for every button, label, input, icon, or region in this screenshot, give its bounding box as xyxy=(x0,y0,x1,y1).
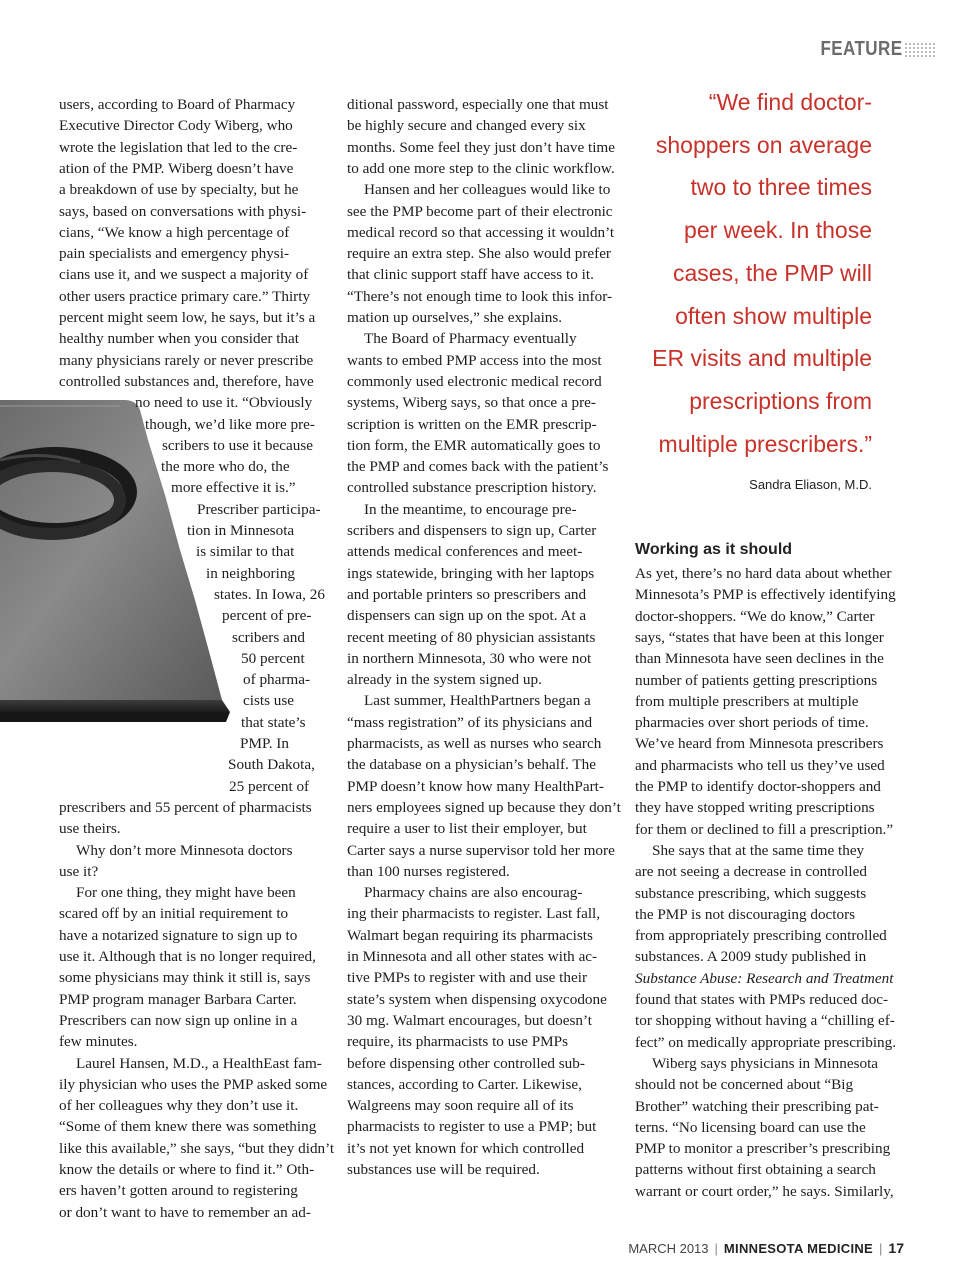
column-3-line: for them or declined to fill a prescription.” xyxy=(635,820,894,838)
column-3-line: should not be concerned about “Big xyxy=(635,1076,854,1094)
column-1-line: controlled substances and, therefore, have xyxy=(59,372,314,390)
column-1-line: Laurel Hansen, M.D., a HealthEast fam- xyxy=(76,1054,322,1072)
column-1-line: know the details or where to find it.” Oth- xyxy=(59,1161,315,1178)
column-1-line: other users practice primary care.” Thirty xyxy=(59,287,311,305)
column-3-line: patterns without first obtaining a search xyxy=(635,1161,876,1179)
column-2-line: commonly used electronic medical record xyxy=(347,372,602,390)
column-2-line: require an extra step. She also would prefer xyxy=(347,245,611,263)
column-2-line: The Board of Pharmacy eventually xyxy=(364,330,577,348)
column-2-line: In the meantime, to encourage pre- xyxy=(364,500,577,518)
column-3-line: fect” on medically appropriate prescribing. xyxy=(635,1033,897,1051)
section-label: FEATURE xyxy=(820,38,902,60)
column-3-line: from appropriately prescribing controlled xyxy=(635,927,887,945)
column-2-line: pharmacists, as well as nurses who search xyxy=(347,735,602,752)
column-3-line: and pharmacists who tell us they’ve used xyxy=(635,756,885,774)
column-1-line: is similar to that xyxy=(196,543,295,561)
column-2-line: scription is written on the EMR prescrip- xyxy=(347,415,597,433)
column-1-line: in neighboring xyxy=(206,564,296,582)
column-2-line: months. Some feel they just don’t have time xyxy=(347,138,615,156)
column-3-line: tor shopping without having a “chilling ef- xyxy=(635,1012,895,1030)
column-3-line: substances. A 2009 study published in xyxy=(635,948,867,966)
column-2-line: Pharmacy chains are also encourag- xyxy=(364,884,583,902)
column-3-line: PMP to monitor a prescriber’s prescribing xyxy=(635,1140,891,1158)
column-1-line: of her colleagues why they don’t use it. xyxy=(59,1097,299,1115)
column-2-line: controlled substance prescription history. xyxy=(347,479,597,497)
column-3-line: than Minnesota have seen declines in the xyxy=(635,650,884,668)
column-3-line: terns. “No licensing board can use the xyxy=(635,1118,866,1136)
column-1-line: prescribers and 55 percent of pharmacists xyxy=(59,798,312,816)
column-2-line: the database on a physician’s behalf. The xyxy=(347,756,596,774)
column-2-line: ditional password, especially one that must xyxy=(347,96,609,113)
column-2-line: than 100 nurses registered. xyxy=(347,862,510,880)
column-2-line: and portable printers so prescribers and xyxy=(347,585,587,603)
column-3-line: are not seeing a decrease in controlled xyxy=(635,863,867,881)
column-1-line: use it. Although that is no longer required, xyxy=(59,948,316,965)
column-1-line: PMP. In xyxy=(240,735,289,752)
column-1-line: South Dakota, xyxy=(228,756,315,774)
column-3-line: they have stopped writing prescriptions xyxy=(635,799,875,817)
column-1-line: no need to use it. “Obviously xyxy=(135,394,313,412)
column-1-line: few minutes. xyxy=(59,1033,138,1051)
column-1-line: states. In Iowa, 26 xyxy=(214,585,325,603)
column-1-line: that state’s xyxy=(241,713,306,731)
header-dot-pattern xyxy=(904,42,936,58)
pull-quote-line: per week. In those xyxy=(684,217,872,244)
column-2-line: require a user to list their employer, but xyxy=(347,820,587,838)
column-1-line: percent of pre- xyxy=(222,607,312,625)
column-2-line: wants to embed PMP access into the most xyxy=(347,351,602,369)
pull-quote-line: “We find doctor- xyxy=(708,89,872,115)
column-3-line: from multiple prescribers at multiple xyxy=(635,692,859,710)
column-3-line: Substance Abuse: Research and Treatment xyxy=(635,969,894,987)
pull-quote-line: two to three times xyxy=(690,174,872,201)
column-2-line: pharmacists to register to use a PMP; but xyxy=(347,1118,597,1136)
column-3-line: warrant or court order,” he says. Similarly, xyxy=(635,1182,894,1200)
column-3-line: the PMP to identify doctor-shoppers and xyxy=(635,778,881,795)
column-2-line: before dispensing other controlled sub- xyxy=(347,1054,585,1072)
column-1-line: some physicians may think it still is, says xyxy=(59,969,311,987)
column-2-line: medical record so that accessing it wouldn’t xyxy=(347,223,615,241)
column-2-line: see the PMP become part of their electronic xyxy=(347,202,613,220)
column-2-line: the PMP and comes back with the patient’s xyxy=(347,458,609,476)
column-1-line: cians, “We know a high percentage of xyxy=(59,223,290,241)
pull-quote-line: often show multiple xyxy=(675,302,872,329)
column-1-line: users, according to Board of Pharmacy xyxy=(59,96,296,113)
footer-publication: MINNESOTA MEDICINE xyxy=(723,1241,874,1256)
column-2-line: to add one more step to the clinic workflow. xyxy=(347,159,615,177)
column-1-line: tion in Minnesota xyxy=(187,522,295,539)
column-2-line: in northern Minnesota, 30 who were not xyxy=(347,649,592,667)
column-1-line: scared off by an initial requirement to xyxy=(59,905,289,923)
column-2-line: stances, according to Carter. Likewise, xyxy=(347,1075,582,1093)
column-1-line: wrote the legislation that led to the cre- xyxy=(59,138,298,156)
column-1-line: cians use it, and we suspect a majority of xyxy=(59,266,309,284)
column-2-line: ing their pharmacists to register. Last fall, xyxy=(347,905,601,923)
column-1-line: Why don’t more Minnesota doctors xyxy=(76,841,293,859)
column-1-line: though, we’d like more pre- xyxy=(145,415,315,433)
column-2-line: that clinic support staff have access to it. xyxy=(347,266,594,284)
column-2-line: mation up ourselves,” she explains. xyxy=(347,309,563,326)
column-1-line: scribers to use it because xyxy=(162,436,313,454)
column-1-line: the more who do, the xyxy=(161,458,290,476)
column-1-line: scribers and xyxy=(232,628,305,646)
column-1-line: of pharma- xyxy=(243,671,311,689)
column-2-line: require, its pharmacists to use PMPs xyxy=(347,1033,569,1051)
column-3-line: number of patients getting prescriptions xyxy=(635,671,878,689)
column-2-line: scribers and dispensers to sign up, Carter xyxy=(347,522,597,539)
pull-quote-line: shoppers on average xyxy=(655,131,872,158)
column-2-line: ners employees signed up because they don’t xyxy=(347,798,621,816)
column-2-line: Walgreens may soon require all of its xyxy=(347,1097,574,1115)
column-1-line: percent might seem low, he says, but it’s a xyxy=(59,309,316,326)
column-3-line: As yet, there’s no hard data about whether xyxy=(635,565,892,582)
column-1-line: many physicians rarely or never prescribe xyxy=(59,351,314,369)
column-2-line: Last summer, HealthPartners began a xyxy=(364,692,591,710)
pull-quote-line: ER visits and multiple xyxy=(652,345,872,372)
column-2-line: recent meeting of 80 physician assistants xyxy=(347,628,596,646)
column-1-line: Executive Director Cody Wiberg, who xyxy=(59,117,293,135)
column-2-line: Carter says a nurse supervisor told her more xyxy=(347,841,615,859)
column-3-line: Minnesota’s PMP is effectively identifying xyxy=(635,586,896,604)
column-2-line: Hansen and her colleagues would like to xyxy=(364,181,611,199)
column-1-line: “Some of them knew there was something xyxy=(59,1118,317,1136)
column-1-line: PMP program manager Barbara Carter. xyxy=(59,990,297,1008)
footer-date: MARCH 2013 xyxy=(628,1241,709,1256)
column-1-line: 25 percent of xyxy=(229,777,310,795)
column-2-line: substances use will be required. xyxy=(347,1161,540,1178)
column-2-line: dispensers can sign up on the spot. At a xyxy=(347,607,587,625)
section-subhead: Working as it should xyxy=(635,541,793,558)
column-3-line: found that states with PMPs reduced doc- xyxy=(635,991,889,1008)
column-3-line: Wiberg says physicians in Minnesota xyxy=(652,1054,879,1072)
column-3-line: We’ve heard from Minnesota prescribers xyxy=(635,735,884,753)
column-2-line: Walmart began requiring its pharmacists xyxy=(347,926,593,944)
column-2-line: be highly secure and changed every six xyxy=(347,117,586,135)
column-1-line: Prescriber participa- xyxy=(197,500,321,518)
column-3-line: Brother” watching their prescribing pat- xyxy=(635,1097,879,1115)
column-3-line: says, “states that have been at this longer xyxy=(635,628,884,646)
column-1-line: healthy number when you consider that xyxy=(59,330,299,348)
column-1-line: more effective it is.” xyxy=(171,479,296,497)
pull-quote-line: prescriptions from xyxy=(689,387,872,414)
column-2-line: already in the system signed up. xyxy=(347,671,542,689)
column-2-line: tive PMPs to register with and use their xyxy=(347,969,588,987)
column-2-line: ings statewide, bringing with her laptops xyxy=(347,564,595,582)
column-2-line: systems, Wiberg says, so that once a pre- xyxy=(347,394,596,412)
page-footer: MARCH 2013 | MINNESOTA MEDICINE | 17 xyxy=(628,1240,904,1256)
column-3-line: doctor-shoppers. “We do know,” Carter xyxy=(635,607,875,625)
column-1-line: Prescribers can now sign up online in a xyxy=(59,1011,298,1029)
column-2-line: 30 mg. Walmart encourages, but doesn’t xyxy=(347,1011,592,1029)
column-1-line: use theirs. xyxy=(59,820,121,838)
pull-quote-line: multiple prescribers.” xyxy=(658,430,872,457)
column-3-line: pharmacies over short periods of time. xyxy=(635,714,869,732)
column-1-line: pain specialists and emergency physi- xyxy=(59,245,289,263)
column-1-line: have a notarized signature to sign up to xyxy=(59,926,298,944)
column-3-line: She says that at the same time they xyxy=(652,841,865,859)
column-3-line: the PMP is not discouraging doctors xyxy=(635,905,856,923)
column-1-line: says, based on conversations with physi- xyxy=(59,202,307,220)
column-1-line: 50 percent xyxy=(241,649,305,667)
column-1-line: cists use xyxy=(243,692,295,710)
column-2-line: “There’s not enough time to look this infor- xyxy=(347,287,613,305)
pull-quote-line: cases, the PMP will xyxy=(673,259,872,286)
column-3-line: substance prescribing, which suggests xyxy=(635,884,867,902)
column-2-line: “mass registration” of its physicians and xyxy=(347,713,593,731)
column-1-line: use it? xyxy=(59,862,99,880)
column-1-line: a breakdown of use by specialty, but he xyxy=(59,181,299,199)
column-2-line: state’s system when dispensing oxycodone xyxy=(347,990,607,1008)
column-1-line: For one thing, they might have been xyxy=(76,884,296,902)
column-2-line: in Minnesota and all other states with ac- xyxy=(347,948,598,965)
quote-attribution: Sandra Eliason, M.D. xyxy=(749,477,872,492)
column-2-line: attends medical conferences and meet- xyxy=(347,543,583,561)
column-1-line: or don’t want to have to remember an ad- xyxy=(59,1203,311,1221)
column-1-line: ily physician who uses the PMP asked some xyxy=(59,1075,328,1093)
column-1-line: like this available,” she says, “but they didn’t xyxy=(59,1139,335,1157)
column-2-line: PMP doesn’t know how many HealthPart- xyxy=(347,777,604,795)
column-1-line: ation of the PMP. Wiberg doesn’t have xyxy=(59,159,294,177)
column-2-line: tion form, the EMR automatically goes to xyxy=(347,436,601,454)
column-2-line: it’s not yet known for which controlled xyxy=(347,1139,585,1157)
column-1-line: ers haven’t gotten around to registering xyxy=(59,1182,298,1200)
page-number: 17 xyxy=(888,1240,904,1256)
